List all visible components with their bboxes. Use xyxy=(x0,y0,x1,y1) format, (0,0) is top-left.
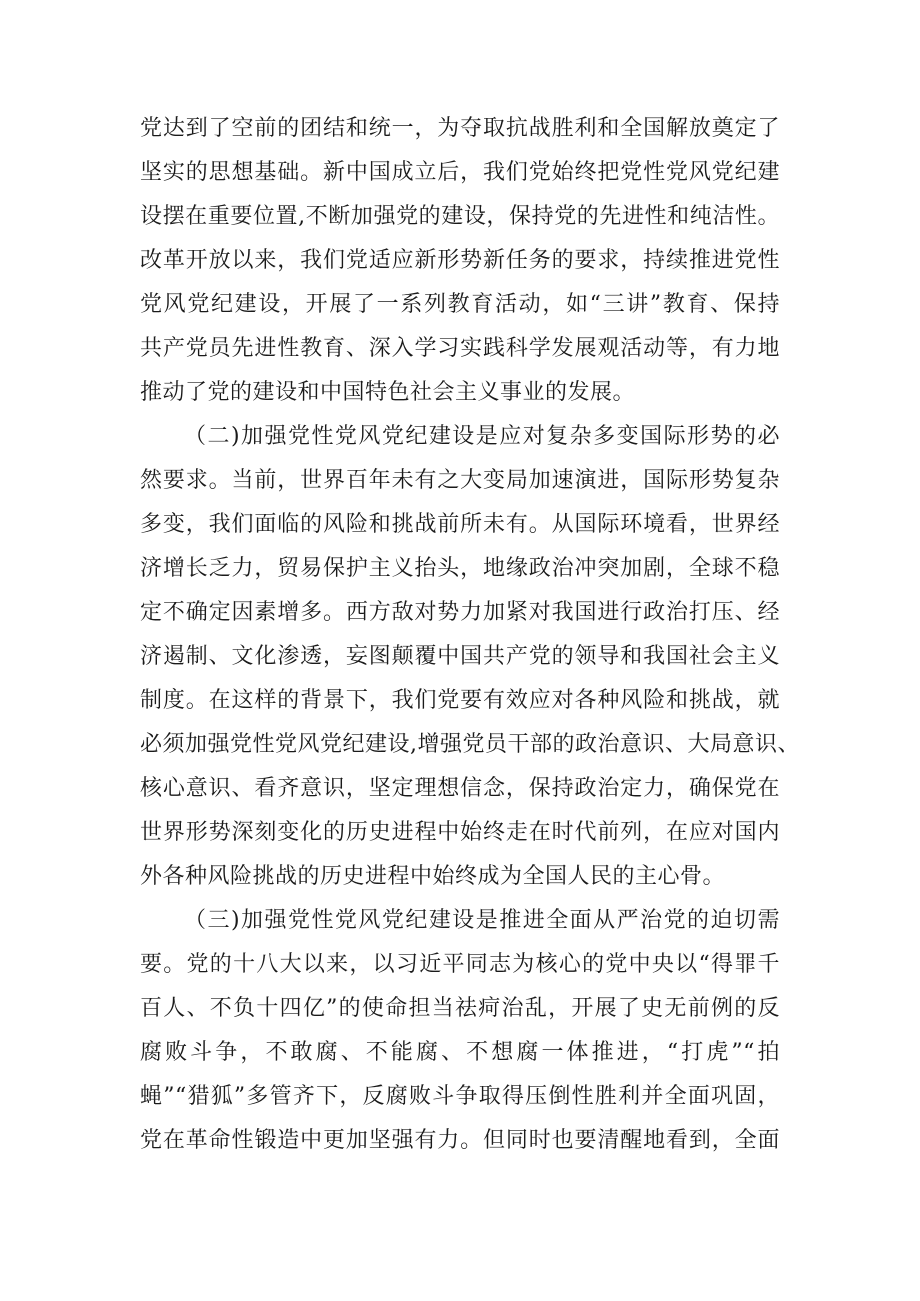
text-line: 共产党员先进性教育、深入学习实践科学发展观活动等，有力地 xyxy=(140,336,780,361)
text-line: 外各种风险挑战的历史进程中始终成为全国人民的主心骨。 xyxy=(140,864,726,889)
text-line: 济增长乏力，贸易保护主义抬头，地缘政治冲突加剧，全球不稳 xyxy=(140,556,780,581)
text-line: 党达到了空前的团结和统一，为夺取抗战胜利和全国解放奠定了 xyxy=(140,116,780,141)
text-line: 要。党的十八大以来，以习近平同志为核心的党中央以“得罪千 xyxy=(140,952,780,977)
section-heading-line: （二)加强党性党风党纪建设是应对复杂多变国际形势的必 xyxy=(184,424,780,449)
text-line: 定不确定因素增多。西方敌对势力加紧对我国进行政治打压、经 xyxy=(140,600,780,625)
text-line: 百人、不负十四亿”的使命担当祛疴治乱，开展了史无前例的反 xyxy=(140,996,780,1021)
text-line: 党风党纪建设，开展了一系列教育活动，如“三讲”教育、保持 xyxy=(140,292,780,317)
text-line: 党在革命性锻造中更加坚强有力。但同时也要清醒地看到，全面 xyxy=(140,1128,780,1153)
text-line: 制度。在这样的背景下，我们党要有效应对各种风险和挑战，就 xyxy=(140,688,780,713)
section-heading-line: （三)加强党性党风党纪建设是推进全面从严治党的迫切需 xyxy=(184,908,780,933)
text-line: 多变，我们面临的风险和挑战前所未有。从国际环境看，世界经 xyxy=(140,512,780,537)
text-line: 推动了党的建设和中国特色社会主义事业的发展。 xyxy=(140,380,636,405)
text-line: 坚实的思想基础。新中国成立后，我们党始终把党性党风党纪建 xyxy=(140,160,780,185)
text-line: 设摆在重要位置,不断加强党的建设，保持党的先进性和纯洁性。 xyxy=(140,204,780,229)
text-line: 然要求。当前，世界百年未有之大变局加速演进，国际形势复杂 xyxy=(140,468,780,493)
text-line: 改革开放以来，我们党适应新形势新任务的要求，持续推进党性 xyxy=(140,248,780,273)
text-line: 蝇”“猎狐”多管齐下，反腐败斗争取得压倒性胜利并全面巩固， xyxy=(140,1084,780,1109)
text-line: 腐败斗争，不敢腐、不能腐、不想腐一体推进，“打虎”“拍 xyxy=(140,1040,780,1065)
text-line: 核心意识、看齐意识，坚定理想信念，保持政治定力，确保党在 xyxy=(140,776,780,801)
text-line: 必须加强党性党风党纪建设,增强党员干部的政治意识、大局意识、 xyxy=(140,732,800,757)
text-line: 济遏制、文化渗透，妄图颠覆中国共产党的领导和我国社会主义 xyxy=(140,644,780,669)
text-line: 世界形势深刻变化的历史进程中始终走在时代前列，在应对国内 xyxy=(140,820,780,845)
